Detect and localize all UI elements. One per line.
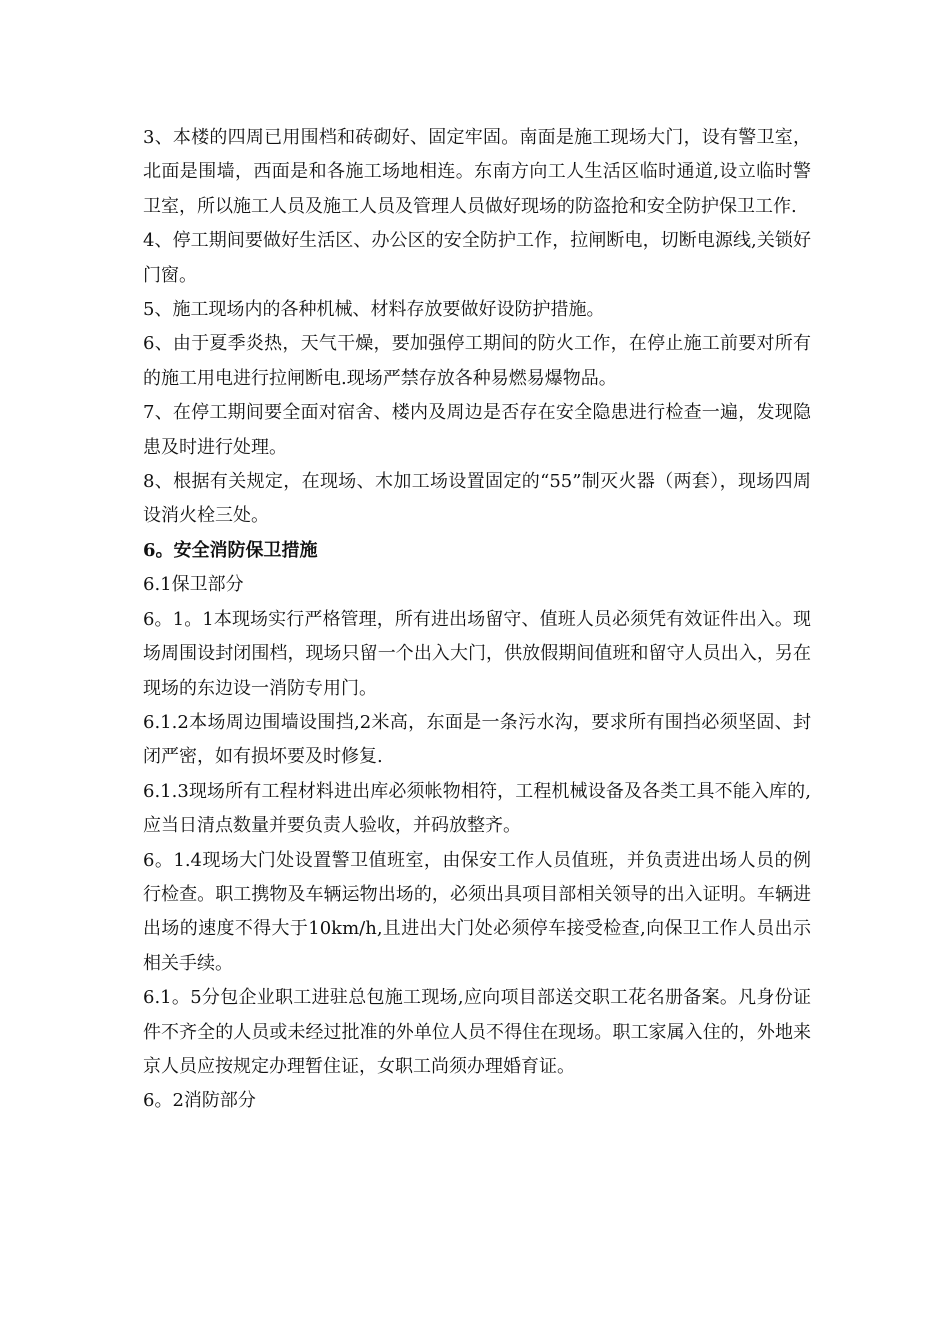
paragraph-item-3: 3、本楼的四周已用围档和砖砌好、固定牢固。南面是施工现场大门，设有警卫室，北面是围墙，西面是和各施工场地相连。东南方向工人生活区临时通道,设立临时警卫室，所以施工人员及施工人员及管理人员做好现场的防盗抢和安全防护保卫工作. — [143, 127, 811, 217]
section-heading-6: 6。安全消防保卫措施 — [143, 539, 318, 561]
clause-6-1-1: 6。1。1本现场实行严格管理，所有进出场留守、值班人员必须凭有效证件出入。现场周围设封闭围档，现场只留一个出入大门，供放假期间值班和留守人员出入，另在现场的东边设一消防专用门。 — [143, 608, 811, 699]
paragraph-item-8: 8、根据有关规定，在现场、木加工场设置固定的“55”制灭火器（两套），现场四周设消火栓三处。 — [143, 471, 811, 527]
clause-6-1-3: 6.1.3现场所有工程材料进出库必须帐物相符，工程机械设备及各类工具不能入库的,应当日清点数量并要负责人验收，并码放整齐。 — [143, 780, 811, 837]
clause-6-1-4: 6。1.4现场大门处设置警卫值班室，由保安工作人员值班，并负责进出场人员的例行检查。职工携物及车辆运物出场的，必须出具项目部相关领导的出入证明。车辆进出场的速度不得大于10km/h,且进出大门处必须停车接受检查,向保卫工作人员出示相关手续。 — [143, 849, 811, 974]
document-body — [143, 121, 811, 1119]
paragraph-item-4: 4、停工期间要做好生活区、办公区的安全防护工作，拉闸断电，切断电源线,关锁好门窗。 — [143, 230, 811, 286]
subsection-heading-6-2: 6。2消防部分 — [143, 1090, 256, 1112]
paragraph-item-5: 5、施工现场内的各种机械、材料存放要做好设防护措施。 — [143, 299, 605, 321]
clause-6-1-2: 6.1.2本场周边围墙设围挡,2米高，东面是一条污水沟，要求所有围挡必须坚固、封闭严密，如有损坏要及时修复. — [143, 711, 811, 768]
clause-6-1-5: 6.1。5分包企业职工进驻总包施工现场,应向项目部送交职工花名册备案。凡身份证件不齐全的人员或未经过批准的外单位人员不得住在现场。职工家属入住的，外地来京人员应按规定办理暂住证，女职工尚须办理婚育证。 — [143, 987, 811, 1077]
subsection-heading-6-1: 6.1保卫部分 — [143, 574, 244, 596]
paragraph-item-6: 6、由于夏季炎热，天气干燥，要加强停工期间的防火工作，在停止施工前要对所有的施工用电进行拉闸断电.现场严禁存放各种易燃易爆物品。 — [143, 333, 811, 389]
paragraph-item-7: 7、在停工期间要全面对宿舍、楼内及周边是否存在安全隐患进行检查一遍，发现隐患及时进行处理。 — [143, 402, 811, 458]
